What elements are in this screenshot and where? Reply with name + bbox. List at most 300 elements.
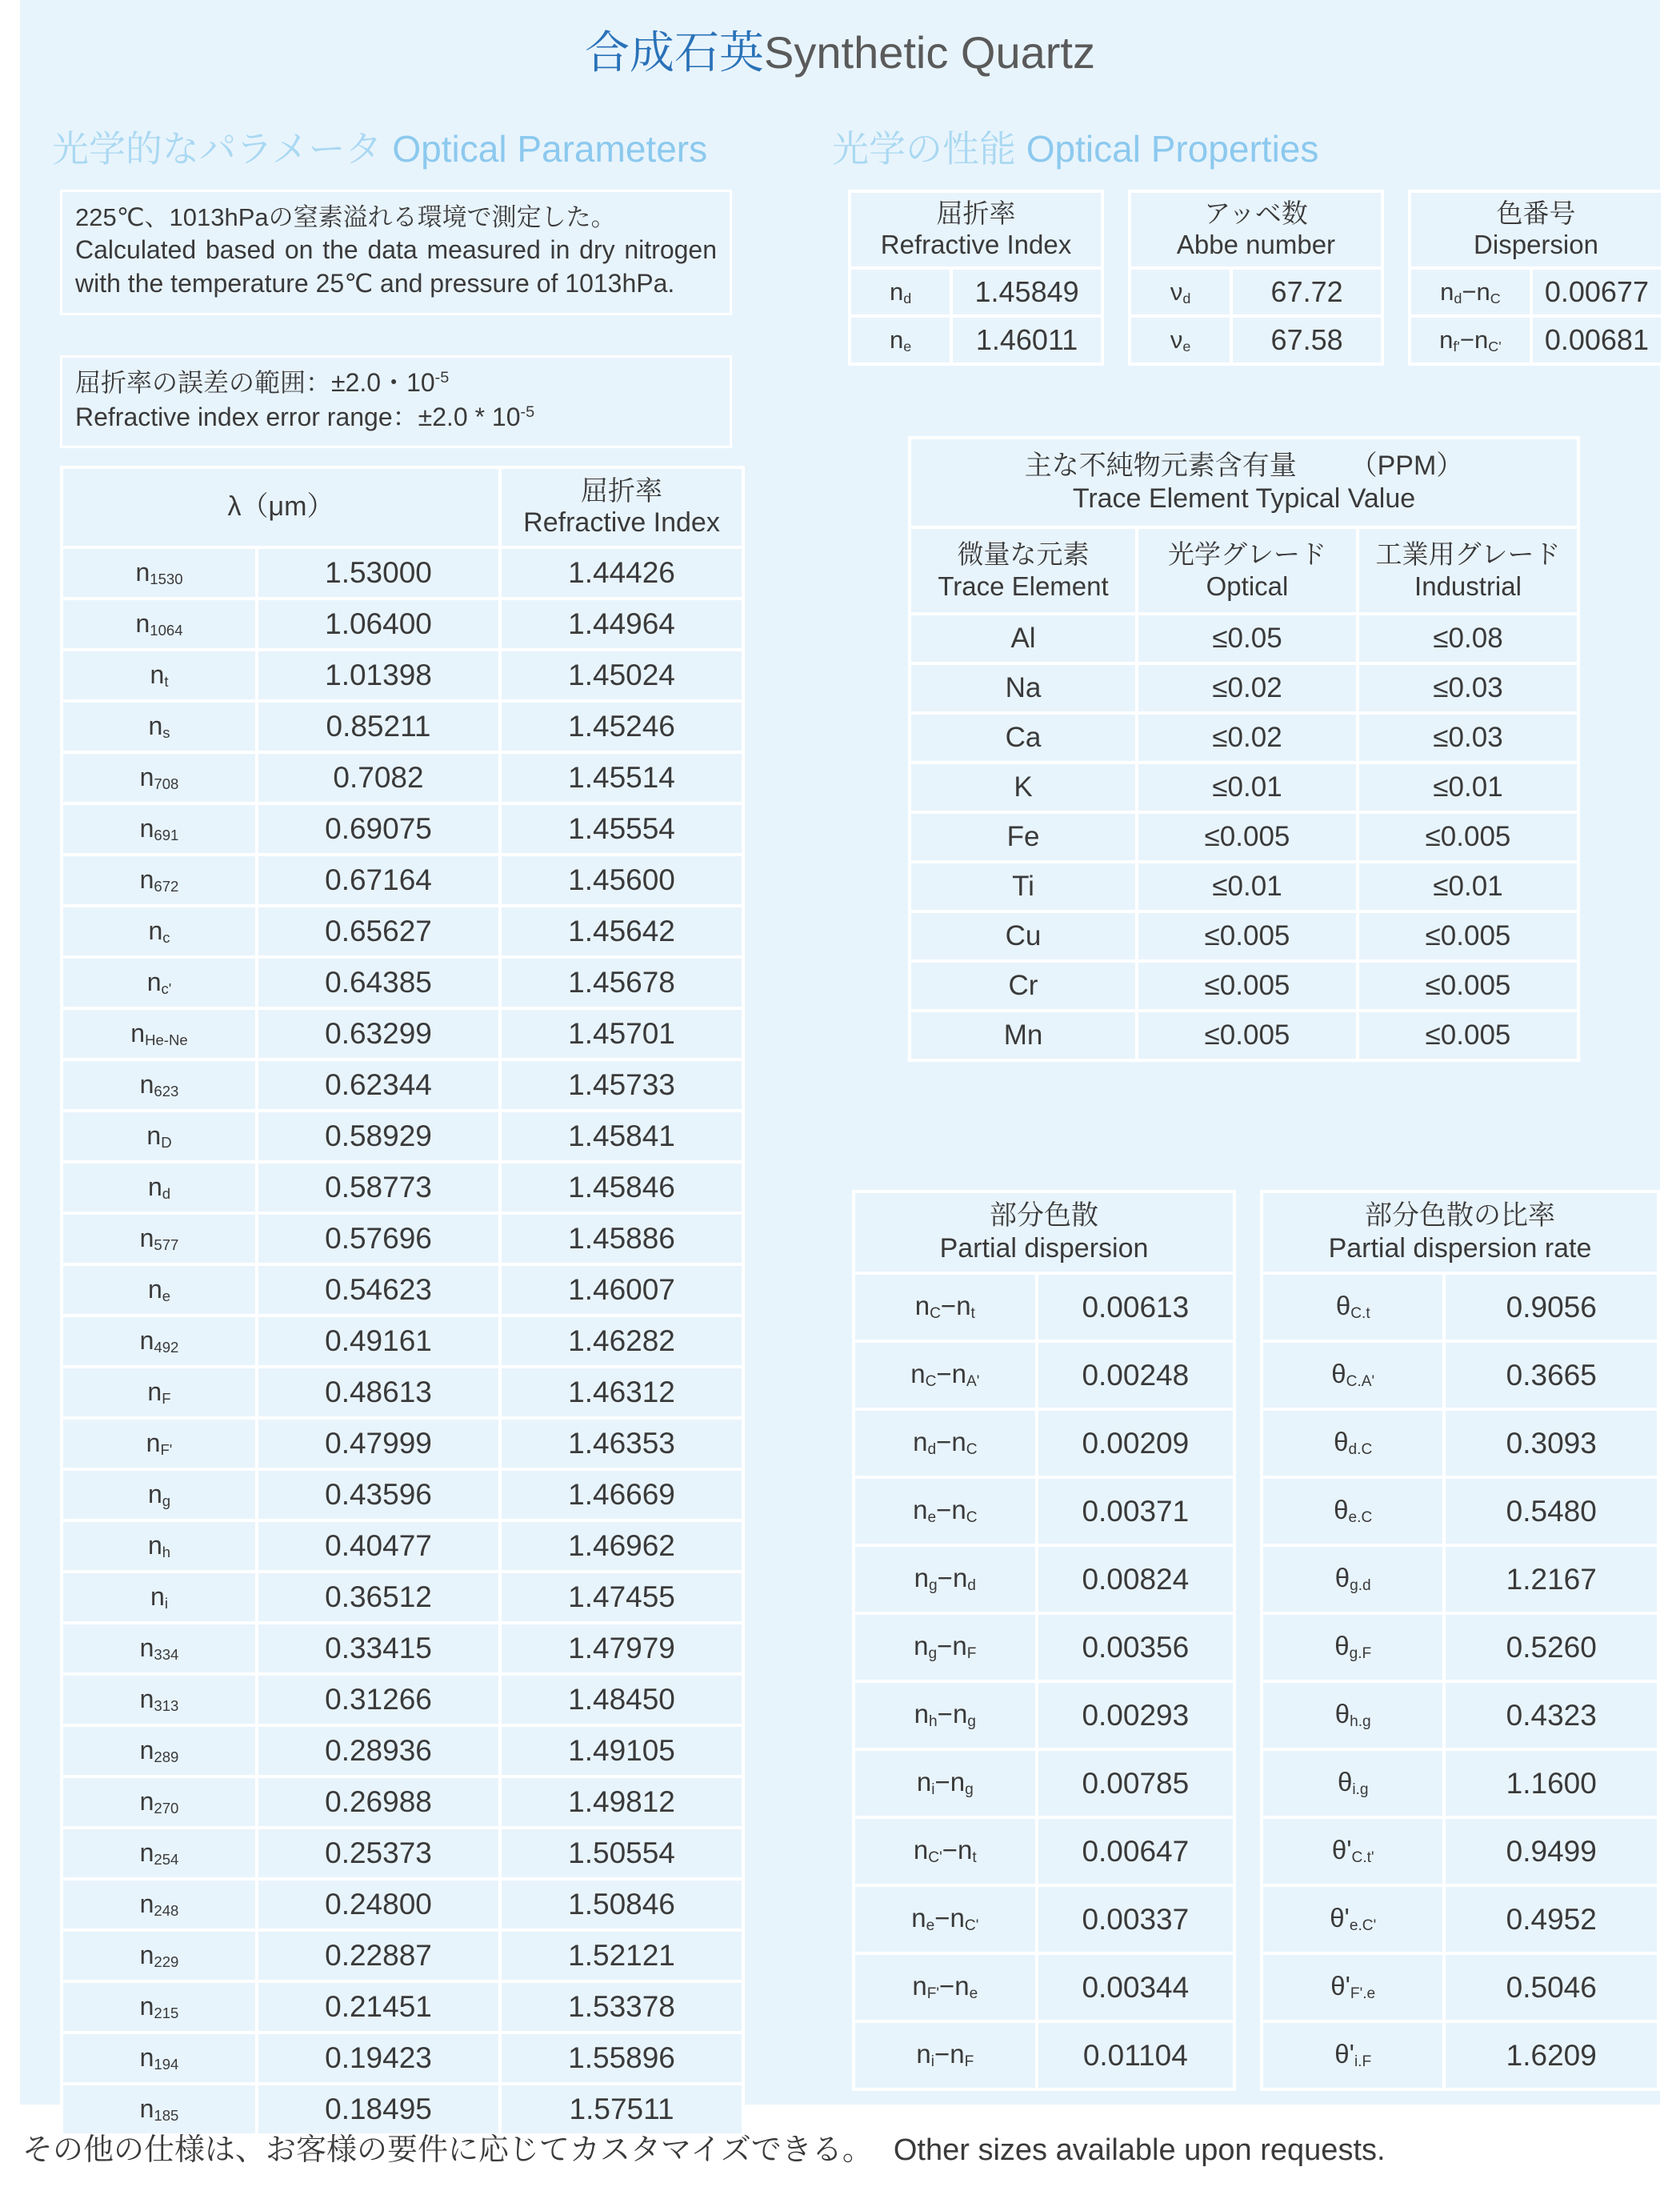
- column-header-wavelength: λ（μm）: [63, 469, 498, 546]
- table-cell: $n_{1064}$: [63, 600, 255, 648]
- partial-dispersion-rate-title: [1263, 1193, 1657, 1272]
- table-cell: 1.45554: [502, 805, 742, 853]
- table-row: [63, 703, 742, 751]
- table-row: [63, 2034, 742, 2082]
- trace-element-column-header: 工業用グレード Industrial: [1359, 529, 1577, 612]
- table-row: [911, 963, 1577, 1009]
- table-cell: Cu: [911, 913, 1135, 959]
- table-row: [1263, 1411, 1657, 1476]
- table-cell: 0.00824: [1038, 1547, 1233, 1612]
- table-header-row: [63, 469, 742, 546]
- table-row: [1263, 1683, 1657, 1748]
- table-cell: $n_F$: [63, 1368, 255, 1416]
- table-row: [63, 1983, 742, 2031]
- table-cell: 1.53378: [502, 1983, 742, 2031]
- trace-element-title-en: Trace Element Typical Value: [1072, 483, 1416, 514]
- table-cell: 1.48450: [502, 1676, 742, 1724]
- table-row: [851, 318, 1101, 362]
- error-range-en-exp: -5: [520, 403, 535, 421]
- table-cell: $\theta_{C.A'}$: [1263, 1343, 1442, 1408]
- table-cell: 1.46312: [502, 1368, 742, 1416]
- table-cell: 1.46669: [502, 1471, 742, 1519]
- table-cell: 1.45678: [502, 959, 742, 1007]
- table-cell: Ca: [911, 715, 1135, 761]
- table-cell: $n_h-n_g$: [855, 1683, 1035, 1748]
- table-cell: 1.46007: [502, 1266, 742, 1314]
- table-cell: 1.45849: [953, 270, 1101, 314]
- table-cell: $n_d-n_C$: [855, 1411, 1035, 1476]
- table-row: [911, 715, 1577, 761]
- table-cell: 0.9499: [1446, 1819, 1657, 1884]
- table-cell: 0.65627: [258, 907, 498, 955]
- table-row: [63, 600, 742, 648]
- error-range-ja-value: ±2.0・10: [331, 368, 435, 397]
- table-cell: 0.00613: [1038, 1275, 1233, 1340]
- table-cell: ≤0.01: [1359, 863, 1577, 910]
- table-cell: $n_{229}$: [63, 1932, 255, 1980]
- table-row: [63, 1573, 742, 1621]
- table-row: [63, 805, 742, 853]
- table-row: [855, 1275, 1233, 1340]
- table-row: [855, 1547, 1233, 1612]
- table-cell: Fe: [911, 814, 1135, 860]
- table-cell: $n_{He-Ne}$: [63, 1010, 255, 1058]
- table-row: [855, 1343, 1233, 1408]
- table-cell: $n_c$: [63, 907, 255, 955]
- table-cell: 1.57511: [502, 2085, 742, 2133]
- datasheet-panel: [20, 0, 1660, 2125]
- table-cell: 0.47999: [258, 1420, 498, 1468]
- table-cell: 1.6209: [1446, 2023, 1657, 2088]
- table-cell: $\theta_{g.F}$: [1263, 1615, 1442, 1680]
- table-cell: $n_{254}$: [63, 1829, 255, 1877]
- table-cell: 0.4952: [1446, 1887, 1657, 1952]
- table-cell: 1.44426: [502, 549, 742, 597]
- column-header-refractive-index-ja: 屈折率: [581, 475, 663, 507]
- table-cell: 0.22887: [258, 1932, 498, 1980]
- table-cell: 0.33415: [258, 1624, 498, 1672]
- dispersion-header: [1411, 193, 1661, 266]
- table-cell: 1.44964: [502, 600, 742, 648]
- table-cell: 1.47455: [502, 1573, 742, 1621]
- table-cell: 0.00356: [1038, 1615, 1233, 1680]
- table-cell: ≤0.02: [1138, 715, 1356, 761]
- table-cell: 0.00293: [1038, 1683, 1233, 1748]
- table-cell: ≤0.005: [1138, 814, 1356, 860]
- table-cell: $n_e$: [63, 1266, 255, 1314]
- table-cell: 0.7082: [258, 754, 498, 802]
- table-cell: ≤0.03: [1359, 715, 1577, 761]
- table-cell: $n_{672}$: [63, 856, 255, 904]
- table-row: [63, 1317, 742, 1365]
- table-cell: 67.58: [1233, 318, 1381, 362]
- table-cell: ≤0.005: [1359, 814, 1577, 860]
- table-cell: $\theta_{e.C}$: [1263, 1479, 1442, 1544]
- table-cell: $n_D$: [63, 1112, 255, 1160]
- table-cell: K: [911, 764, 1135, 811]
- trace-element-column-header: 微量な元素 Trace Element: [911, 529, 1135, 612]
- table-cell: $n_h$: [63, 1522, 255, 1570]
- table-cell: $n_{F'}-n_e$: [855, 1955, 1035, 2020]
- table-cell: 0.26988: [258, 1778, 498, 1826]
- table-cell: 0.01104: [1038, 2023, 1233, 2088]
- table-cell: 0.24800: [258, 1881, 498, 1929]
- table-cell: 1.50554: [502, 1829, 742, 1877]
- error-range-en: [75, 400, 717, 435]
- table-cell: 0.31266: [258, 1676, 498, 1724]
- table-row: [63, 1829, 742, 1877]
- abbe-header-ja: アッベ数: [1204, 198, 1308, 229]
- table-row: [63, 1676, 742, 1724]
- table-cell: 0.18495: [258, 2085, 498, 2133]
- table-cell: $\theta_{d.C}$: [1263, 1411, 1442, 1476]
- table-cell: Na: [911, 665, 1135, 711]
- table-row: [63, 1368, 742, 1416]
- table-row: [63, 1881, 742, 1929]
- table-cell: $n_{1530}$: [63, 549, 255, 597]
- table-cell: ≤0.01: [1359, 764, 1577, 811]
- abbe-header-en: Abbe number: [1176, 230, 1336, 259]
- partial-dispersion-rate-title-ja: 部分色散の比率: [1365, 1200, 1555, 1232]
- table-cell: 0.63299: [258, 1010, 498, 1058]
- page-title-en: Synthetic Quartz: [764, 27, 1095, 78]
- table-cell: $n_g-n_d$: [855, 1547, 1035, 1612]
- table-cell: 0.85211: [258, 703, 498, 751]
- table-cell: 1.46011: [953, 318, 1101, 362]
- abbe-header: [1131, 193, 1381, 266]
- table-row: [63, 651, 742, 699]
- section-heading-optical-properties-ja: 光学の性能: [832, 128, 1016, 170]
- table-cell: $n_s$: [63, 703, 255, 751]
- table-cell: ≤0.005: [1138, 913, 1356, 959]
- table-cell: $\nu_e$: [1131, 318, 1230, 362]
- table-cell: ≤0.05: [1138, 615, 1356, 662]
- table-cell: 0.21451: [258, 1983, 498, 2031]
- table-cell: $\theta_{i.g}$: [1263, 1751, 1442, 1816]
- table-row: [63, 1420, 742, 1468]
- table-cell: 1.45886: [502, 1215, 742, 1263]
- table-row: [1263, 1479, 1657, 1544]
- table-row: [1263, 2023, 1657, 2088]
- table-cell: ≤0.005: [1359, 963, 1577, 1009]
- table-cell: ≤0.005: [1138, 1012, 1356, 1059]
- table-cell: 1.46282: [502, 1317, 742, 1365]
- table-cell: $n_{334}$: [63, 1624, 255, 1672]
- table-cell: 0.00337: [1038, 1887, 1233, 1952]
- table-row: [63, 1624, 742, 1672]
- table-row: [1263, 1751, 1657, 1816]
- table-row: [1263, 1343, 1657, 1408]
- table-cell: ≤0.005: [1359, 913, 1577, 959]
- trace-element-title-unit: （PPM）: [1350, 451, 1464, 482]
- table-cell: ≤0.01: [1138, 764, 1356, 811]
- table-row: [1411, 270, 1661, 314]
- table-row: [1263, 1887, 1657, 1952]
- table-cell: $n_i-n_g$: [855, 1751, 1035, 1816]
- section-heading-optical-properties: [832, 120, 1318, 173]
- table-cell: ≤0.005: [1138, 963, 1356, 1009]
- table-row: [855, 1683, 1233, 1748]
- table-cell: ≤0.08: [1359, 615, 1577, 662]
- table-cell: 1.45846: [502, 1164, 742, 1212]
- table-row: [851, 270, 1101, 314]
- table-cell: 1.45024: [502, 651, 742, 699]
- table-cell: $n_C-n_t$: [855, 1275, 1035, 1340]
- trace-element-table: [908, 436, 1580, 1062]
- table-row: [855, 2023, 1233, 2088]
- table-row: [63, 907, 742, 955]
- table-cell: 0.00209: [1038, 1411, 1233, 1476]
- table-cell: 0.00248: [1038, 1343, 1233, 1408]
- table-row: [911, 764, 1577, 811]
- trace-element-title-ja-line: [911, 450, 1577, 483]
- dispersion-table: [1408, 190, 1664, 366]
- table-cell: 0.5260: [1446, 1615, 1657, 1680]
- table-cell: 0.43596: [258, 1471, 498, 1519]
- page-title: [20, 18, 1660, 82]
- table-cell: 0.48613: [258, 1368, 498, 1416]
- table-cell: 1.53000: [258, 549, 498, 597]
- footer-note-ja: その他の仕様は、お客様の要件に応じてカスタマイズできる。: [22, 2133, 873, 2167]
- measurement-note-ja: 225℃、1013hPaの窒素溢れる環境で測定した。: [75, 203, 616, 231]
- table-cell: 1.47979: [502, 1624, 742, 1672]
- table-cell: $n_i-n_F$: [855, 2023, 1035, 2088]
- table-cell: 1.45642: [502, 907, 742, 955]
- table-cell: $n_{c'}$: [63, 959, 255, 1007]
- table-cell: 0.00677: [1533, 270, 1661, 314]
- table-cell: 0.62344: [258, 1061, 498, 1109]
- column-header-refractive-index-en: Refractive Index: [523, 507, 720, 538]
- table-cell: 1.45246: [502, 703, 742, 751]
- table-cell: 0.28936: [258, 1727, 498, 1775]
- table-row: [1263, 1955, 1657, 2020]
- abbe-number-table: [1128, 190, 1384, 366]
- measurement-note-en: Calculated based on the data measured in dry nitrogen with the temperature 25℃ and pressure of 1013hPa.: [75, 235, 717, 298]
- table-cell: 0.5046: [1446, 1955, 1657, 2020]
- table-row: [1263, 1819, 1657, 1884]
- table-cell: 0.64385: [258, 959, 498, 1007]
- table-cell: 1.45841: [502, 1112, 742, 1160]
- table-cell: $n_t$: [63, 651, 255, 699]
- table-cell: $n_e-n_C$: [855, 1479, 1035, 1544]
- table-cell: 0.00371: [1038, 1479, 1233, 1544]
- table-row: [911, 913, 1577, 959]
- table-cell: 0.5480: [1446, 1479, 1657, 1544]
- footer-note-en: Other sizes available upon requests.: [893, 2133, 1386, 2167]
- table-cell: $n_{577}$: [63, 1215, 255, 1263]
- measurement-note-box: [60, 190, 732, 315]
- table-cell: 67.72: [1233, 270, 1381, 314]
- table-cell: Mn: [911, 1012, 1135, 1059]
- table-cell: $n_{691}$: [63, 805, 255, 853]
- table-cell: Al: [911, 615, 1135, 662]
- table-row: [63, 1164, 742, 1212]
- table-row: [63, 1061, 742, 1109]
- partial-dispersion-title-ja: 部分色散: [990, 1200, 1098, 1232]
- table-row: [63, 959, 742, 1007]
- table-row: [63, 1522, 742, 1570]
- table-cell: $\theta_{C.t}$: [1263, 1275, 1442, 1340]
- table-cell: $n_{289}$: [63, 1727, 255, 1775]
- table-cell: $n_d$: [851, 270, 950, 314]
- error-range-ja-label: 屈折率の誤差の範囲：: [75, 368, 332, 397]
- section-heading-optical-parameters-ja: 光学的なパラメータ: [52, 128, 382, 170]
- table-cell: 0.58773: [258, 1164, 498, 1212]
- table-cell: $n_d$: [63, 1164, 255, 1212]
- table-row: [855, 1819, 1233, 1884]
- table-row: [63, 1266, 742, 1314]
- table-cell: 1.49812: [502, 1778, 742, 1826]
- table-row: [1263, 1275, 1657, 1340]
- table-row: [63, 549, 742, 597]
- table-cell: ≤0.005: [1359, 1012, 1577, 1059]
- partial-dispersion-title-en: Partial dispersion: [939, 1233, 1149, 1264]
- table-cell: ≤0.03: [1359, 665, 1577, 711]
- table-cell: $\theta'_{e.C'}$: [1263, 1887, 1442, 1952]
- table-row: [1131, 318, 1381, 362]
- table-cell: $n_g-n_F$: [855, 1615, 1035, 1680]
- table-cell: 0.69075: [258, 805, 498, 853]
- table-cell: 1.45600: [502, 856, 742, 904]
- section-heading-optical-parameters-en: Optical Parameters: [392, 128, 708, 170]
- table-cell: 1.2167: [1446, 1547, 1657, 1612]
- table-cell: 0.00785: [1038, 1751, 1233, 1816]
- table-row: [63, 1112, 742, 1160]
- table-cell: ≤0.02: [1138, 665, 1356, 711]
- table-row: [1411, 318, 1661, 362]
- table-cell: 0.40477: [258, 1522, 498, 1570]
- table-row: [1263, 1615, 1657, 1680]
- table-row: [855, 1887, 1233, 1952]
- table-cell: 0.54623: [258, 1266, 498, 1314]
- table-cell: 0.19423: [258, 2034, 498, 2082]
- op-ri-header: [851, 193, 1101, 266]
- refractive-index-table: [60, 466, 732, 2137]
- table-cell: 0.4323: [1446, 1683, 1657, 1748]
- table-cell: 0.3093: [1446, 1411, 1657, 1476]
- table-cell: 1.45733: [502, 1061, 742, 1109]
- table-cell: 1.1600: [1446, 1751, 1657, 1816]
- table-row: [911, 814, 1577, 860]
- table-cell: 1.06400: [258, 600, 498, 648]
- table-row: [63, 1471, 742, 1519]
- page-title-ja: 合成石英: [585, 27, 765, 78]
- partial-dispersion-rate-table: [1260, 1190, 1660, 2091]
- table-cell: 0.9056: [1446, 1275, 1657, 1340]
- table-row: [63, 1215, 742, 1263]
- table-row: [855, 1479, 1233, 1544]
- column-header-refractive-index: [502, 469, 742, 546]
- table-cell: $n_g$: [63, 1471, 255, 1519]
- partial-dispersion-rate-title-en: Partial dispersion rate: [1328, 1233, 1592, 1264]
- error-range-en-value: ±2.0 * 10: [418, 402, 521, 431]
- table-row: [911, 615, 1577, 662]
- table-cell: $\theta'_{i.F}$: [1263, 2023, 1442, 2088]
- table-cell: 0.49161: [258, 1317, 498, 1365]
- table-cell: 1.45514: [502, 754, 742, 802]
- table-cell: 0.00681: [1533, 318, 1661, 362]
- table-row: [63, 1778, 742, 1826]
- table-cell: $n_e$: [851, 318, 950, 362]
- table-cell: $\theta'_{F'.e}$: [1263, 1955, 1442, 2020]
- trace-element-column-header-row: [911, 529, 1577, 612]
- section-heading-optical-properties-en: Optical Properties: [1026, 128, 1319, 170]
- table-cell: $n_{185}$: [63, 2085, 255, 2133]
- table-cell: 0.36512: [258, 1573, 498, 1621]
- op-ri-header-en: Refractive Index: [880, 230, 1072, 259]
- table-cell: 1.49105: [502, 1727, 742, 1775]
- table-cell: $n_{F'}$: [63, 1420, 255, 1468]
- table-row: [63, 1727, 742, 1775]
- table-row: [855, 1751, 1233, 1816]
- table-cell: $n_{270}$: [63, 1778, 255, 1826]
- error-range-ja: [75, 366, 717, 400]
- table-cell: $n_{f'}-n_{C'}$: [1411, 318, 1530, 362]
- table-cell: 1.50846: [502, 1881, 742, 1929]
- table-row: [911, 1012, 1577, 1059]
- trace-element-title-ja: 主な不純物元素含有量: [1024, 451, 1297, 482]
- table-cell: 1.45701: [502, 1010, 742, 1058]
- table-cell: 0.67164: [258, 856, 498, 904]
- table-cell: 0.00344: [1038, 1955, 1233, 2020]
- op-ri-header-ja: 屈折率: [936, 198, 1016, 229]
- error-range-ja-exp: -5: [434, 369, 450, 387]
- table-cell: $n_{C'}-n_t$: [855, 1819, 1035, 1884]
- footer-note: [22, 2125, 1386, 2169]
- table-cell: $n_{492}$: [63, 1317, 255, 1365]
- section-heading-optical-parameters: [52, 120, 707, 173]
- table-row: [63, 1010, 742, 1058]
- table-cell: ≤0.01: [1138, 863, 1356, 910]
- table-row: [1131, 270, 1381, 314]
- table-cell: Ti: [911, 863, 1135, 910]
- table-cell: 1.46962: [502, 1522, 742, 1570]
- table-cell: $n_{248}$: [63, 1881, 255, 1929]
- table-cell: 1.55896: [502, 2034, 742, 2082]
- table-cell: Cr: [911, 963, 1135, 1009]
- error-range-box: [60, 355, 732, 448]
- trace-element-title: [911, 439, 1577, 526]
- table-cell: $\theta'_{C.t'}$: [1263, 1819, 1442, 1884]
- table-cell: 1.52121: [502, 1932, 742, 1980]
- table-row: [63, 856, 742, 904]
- optical-properties-refractive-index-table: [848, 190, 1104, 366]
- table-cell: 0.57696: [258, 1215, 498, 1263]
- table-cell: 0.3665: [1446, 1343, 1657, 1408]
- table-row: [63, 1932, 742, 1980]
- table-cell: $n_d-n_C$: [1411, 270, 1530, 314]
- table-cell: $n_{708}$: [63, 754, 255, 802]
- dispersion-header-ja: 色番号: [1496, 198, 1576, 229]
- table-cell: $n_e-n_{C'}$: [855, 1887, 1035, 1952]
- table-row: [1263, 1547, 1657, 1612]
- table-row: [911, 665, 1577, 711]
- dispersion-header-en: Dispersion: [1474, 230, 1598, 259]
- partial-dispersion-table: [852, 1190, 1236, 2091]
- table-cell: $n_{194}$: [63, 2034, 255, 2082]
- table-cell: $n_C-n_{A'}$: [855, 1343, 1035, 1408]
- table-cell: $n_{313}$: [63, 1676, 255, 1724]
- table-cell: 0.00647: [1038, 1819, 1233, 1884]
- table-row: [855, 1411, 1233, 1476]
- table-row: [63, 754, 742, 802]
- partial-dispersion-title: [855, 1193, 1233, 1272]
- table-cell: $\theta_{g.d}$: [1263, 1547, 1442, 1612]
- table-cell: $n_{623}$: [63, 1061, 255, 1109]
- error-range-en-label: Refractive index error range：: [75, 402, 418, 431]
- table-row: [911, 863, 1577, 910]
- table-cell: $\theta_{h.g}$: [1263, 1683, 1442, 1748]
